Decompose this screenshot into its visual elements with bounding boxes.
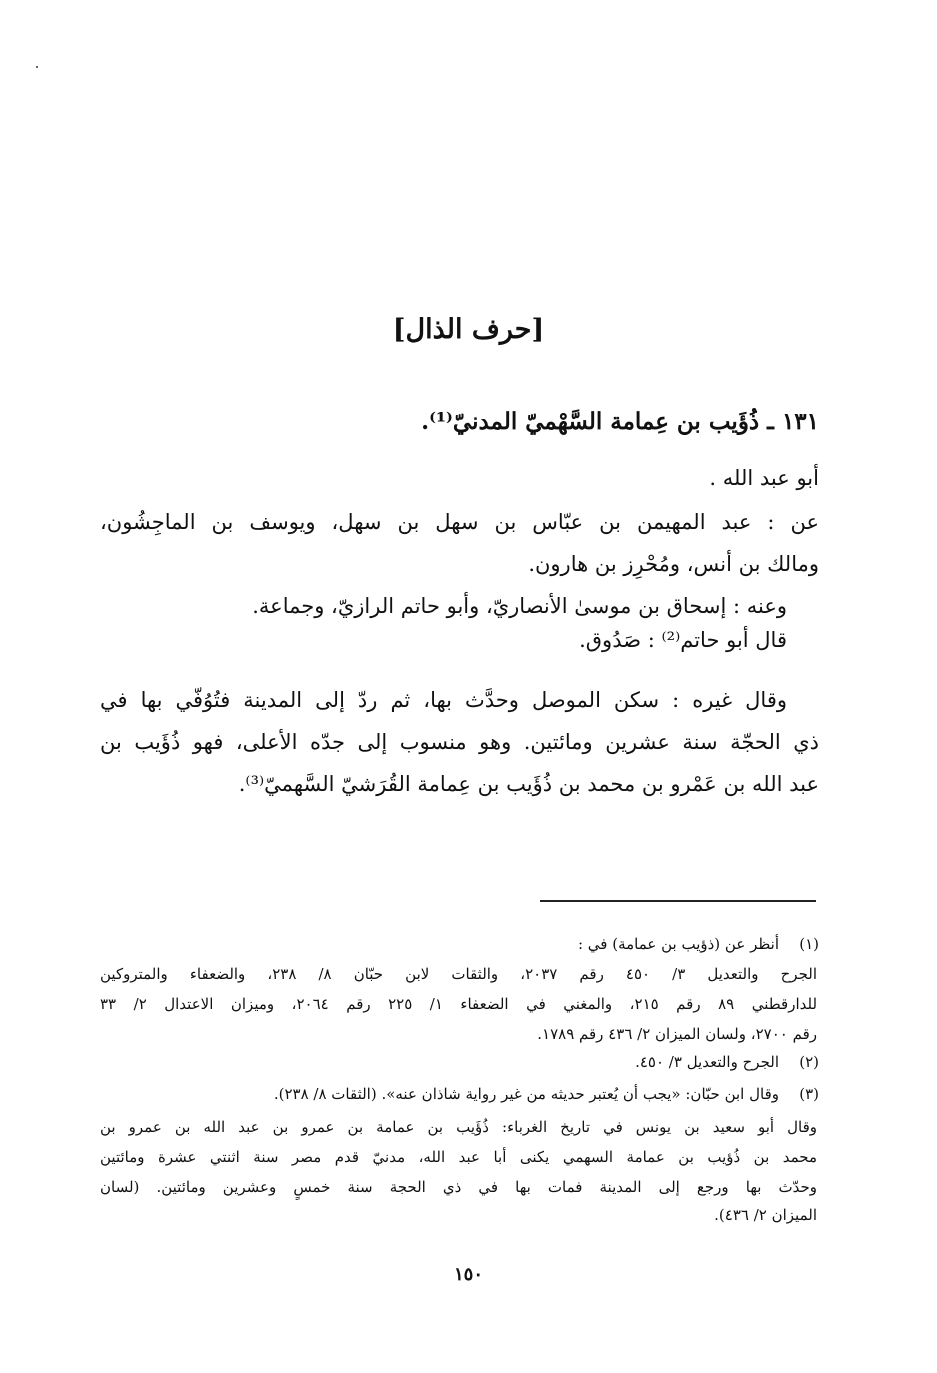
footnote-line: أنظر عن (ذؤيب بن عمامة) في : (577, 935, 779, 953)
footnote-line: رقم ٢٧٠٠، ولسان الميزان ٢/ ٤٣٦ رقم ١٧٨٩. (537, 1025, 817, 1043)
footnote-number-3: (٣) (799, 1085, 819, 1103)
footnote-line: وقال ابن حبّان: «يجب أن يُعتبر حديثه من غير رواية شاذان عنه». (الثقات ٨/ ٢٣٨). (273, 1085, 779, 1103)
footnote-line: وقال أبو سعيد بن يونس في تاريخ الغرباء: ذُؤَيب بن عمامة بن عمرو بن عبد الله بن عمرو بن (100, 1118, 817, 1136)
entry-line-narrated-from: عن : عبد المهيمن بن عبّاس بن سهل بن سهل، ويوسف بن الماجِشُون، (100, 510, 819, 534)
entry-line-narrated-by: وعنه : إسحاق بن موسىٰ الأنصاريّ، وأبو حاتم الرازيّ، وجماعة. (252, 594, 787, 618)
entry-line-others-said: وقال غيره : سكن الموصل وحدَّث بها، ثم ردّ إلى المدينة فتُوُفّي بها في (100, 688, 787, 712)
entry-title: ١٣١ ـ ذُؤَيب بن عِمامة السَّهْميّ المدنيّ⁽¹⁾. (421, 408, 819, 435)
footnote-line: وحدّث بها ورجع إلى المدينة فمات بها في ذي الحجة سنة خمسٍ وعشرين ومائتين. (لسان (100, 1178, 817, 1196)
footnote-number-1: (١) (799, 935, 819, 953)
chapter-heading: [حرف الذال] (392, 314, 545, 345)
entry-line-narrated-from-cont: ومالك بن أنس، ومُحْرِز بن هارون. (528, 552, 819, 576)
entry-line-lineage: عبد الله بن عَمْرو بن محمد بن ذُؤَيب بن عِمامة القُرَشيّ السَّهميّ⁽³⁾. (238, 772, 819, 796)
entry-line-others-said-cont: ذي الحجّة سنة عشرين ومائتين. وهو منسوب إلى جدّه الأعلى، فهو ذُؤَيب بن (100, 730, 819, 754)
entry-line-kunya: أبو عبد الله . (709, 466, 819, 490)
footnote-line: محمد بن ذُؤيب بن عمامة السهمي يكنى أبا عبد الله، مدنيّ قدم مصر سنة اثنتي عشرة ومائتين (100, 1148, 817, 1166)
page-number: ١٥٠ (453, 1264, 483, 1285)
entry-line-abu-hatim: قال أبو حاتم⁽²⁾ : صَدُوق. (579, 628, 787, 652)
footnote-separator (540, 900, 816, 902)
scan-speck (36, 66, 38, 68)
footnote-line: الجرح والتعديل ٣/ ٤٥٠ رقم ٢٠٣٧، والثقات لابن حبّان ٨/ ٢٣٨، والضعفاء والمتروكين (100, 965, 817, 983)
footnote-line: للدارقطني ٨٩ رقم ٢١٥، والمغني في الضعفاء ١/ ٢٢٥ رقم ٢٠٦٤، وميزان الاعتدال ٢/ ٣٣ (100, 995, 818, 1013)
footnote-number-2: (٢) (799, 1053, 819, 1071)
footnote-line: الميزان ٢/ ٤٣٦). (714, 1206, 817, 1224)
footnote-line: الجرح والتعديل ٣/ ٤٥٠. (635, 1053, 779, 1071)
